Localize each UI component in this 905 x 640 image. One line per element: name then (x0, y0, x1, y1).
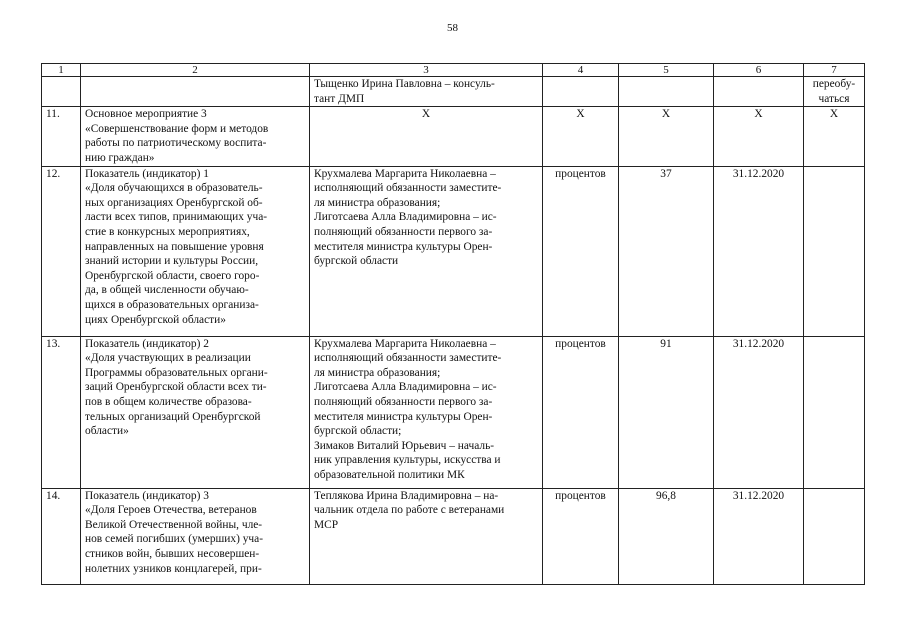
column-number-3: 3 (310, 64, 543, 77)
event-name-line: нов семей погибших (умерших) уча- (85, 533, 264, 546)
event-name-line: нию граждан» (85, 151, 155, 164)
unit-cell: Х (543, 107, 619, 166)
value-cell: 37 (619, 166, 714, 336)
responsible-line: Зимаков Виталий Юрьевич – началь- (314, 439, 495, 452)
event-name-cell (81, 107, 310, 166)
event-name-line: заций Оренбургской области всех ти- (85, 381, 267, 394)
event-name-line: Основное мероприятие 3 (85, 108, 207, 121)
row-number: 11. (42, 107, 81, 166)
note-cell (804, 336, 865, 488)
event-name-line: «Совершенствование форм и методов (85, 122, 269, 135)
event-name-cell (81, 166, 310, 336)
note-cell (804, 107, 865, 166)
responsible-line: полняющий обязанности первого за- (314, 225, 493, 238)
date-cell: 31.12.2020 (714, 336, 804, 488)
responsible-cell (310, 166, 543, 336)
event-name-line: работы по патриотическому воспита- (85, 137, 267, 150)
event-name-line: циях Оренбургской области» (85, 313, 226, 326)
responsible-line: бургской области (314, 255, 399, 268)
responsible-line: ник управления культуры, искусства и (314, 454, 501, 467)
column-number-5: 5 (619, 64, 714, 77)
responsible-line: местителя министра культуры Орен- (314, 410, 493, 423)
responsible-line: исполняющий обязанности заместите- (314, 352, 502, 365)
event-name-line: стников войн, бывших несовершен- (85, 547, 260, 560)
event-name-line: Программы образовательных органи- (85, 366, 268, 379)
event-name-line: Показатель (индикатор) 2 (85, 337, 209, 350)
column-number-7: 7 (804, 64, 865, 77)
event-name-line: «Доля участвующих в реализации (85, 352, 251, 365)
value-cell: 96,8 (619, 488, 714, 584)
responsible-cell (310, 77, 543, 107)
responsible-line: Х (421, 108, 431, 121)
date-cell: 31.12.2020 (714, 488, 804, 584)
responsible-line: МСР (314, 518, 339, 531)
event-name-line: «Доля Героев Отечества, ветеранов (85, 504, 257, 517)
responsible-line: чальник отдела по работе с ветеранами (314, 504, 505, 517)
table-row (42, 166, 865, 336)
column-number-4: 4 (543, 64, 619, 77)
value-cell (619, 77, 714, 107)
page-number: 58 (447, 22, 458, 34)
table-row (42, 336, 865, 488)
unit-cell: процентов (543, 488, 619, 584)
event-name-cell (81, 336, 310, 488)
responsible-line: Крухмалева Маргарита Николаевна – (314, 337, 496, 350)
value-cell: Х (619, 107, 714, 166)
row-number (42, 77, 81, 107)
table-row (42, 107, 865, 166)
unit-cell (543, 77, 619, 107)
date-cell: Х (714, 107, 804, 166)
event-name-line: «Доля обучающихся в образователь- (85, 182, 263, 195)
note-line: чаться (818, 92, 850, 105)
responsible-line: Теплякова Ирина Владимировна – на- (314, 489, 499, 502)
responsible-line: полняющий обязанности первого за- (314, 395, 493, 408)
column-number-2: 2 (81, 64, 310, 77)
event-name-line: Оренбургской области, своего горо- (85, 269, 260, 282)
event-name-line: Великой Отечественной войны, чле- (85, 518, 263, 531)
unit-cell: процентов (543, 166, 619, 336)
event-name-cell (81, 488, 310, 584)
event-name-line: тельных организаций Оренбургской (85, 410, 261, 423)
responsible-line: Тыщенко Ирина Павловна – консуль- (314, 78, 495, 90)
responsible-line: ля министра образования; (314, 196, 441, 209)
event-name-line: ных организациях Оренбургской об- (85, 196, 263, 209)
row-number: 13. (42, 336, 81, 488)
responsible-line: образовательной политики МК (314, 468, 465, 481)
note-cell (804, 166, 865, 336)
event-name-line: стие в конкурсных мероприятиях, (85, 225, 250, 238)
event-name-line: щихся в образовательных организа- (85, 298, 259, 311)
event-name-line: области» (85, 425, 129, 438)
column-number-6: 6 (714, 64, 804, 77)
responsible-cell (310, 488, 543, 584)
responsible-cell (310, 107, 543, 166)
note-line: Х (829, 108, 839, 121)
note-cell (804, 488, 865, 584)
value-cell: 91 (619, 336, 714, 488)
event-name-line: Показатель (индикатор) 3 (85, 489, 209, 502)
event-name-line: знаний истории и культуры России, (85, 255, 259, 268)
event-name-line: направленных на повышение уровня (85, 240, 264, 253)
event-name-line: нолетних узников концлагерей, при- (85, 562, 262, 575)
event-name-line: ласти всех типов, принимающих уча- (85, 211, 268, 224)
responsible-line: Крухмалева Маргарита Николаевна – (314, 167, 496, 180)
note-cell (804, 77, 865, 107)
responsible-line: тант ДМП (314, 92, 365, 105)
date-cell (714, 77, 804, 107)
table-row (42, 77, 865, 107)
responsible-line: ля министра образования; (314, 366, 441, 379)
row-number: 14. (42, 488, 81, 584)
column-number-1: 1 (42, 64, 81, 77)
responsible-line: Лиготсаева Алла Владимировна – ис- (314, 381, 497, 394)
responsible-line: исполняющий обязанности заместите- (314, 182, 502, 195)
event-name-line: пов в общем количестве образова- (85, 395, 252, 408)
responsible-line: местителя министра культуры Орен- (314, 240, 493, 253)
event-name-cell (81, 77, 310, 107)
unit-cell: процентов (543, 336, 619, 488)
program-table (41, 63, 865, 585)
responsible-line: бургской области; (314, 425, 402, 438)
responsible-line: Лиготсаева Алла Владимировна – ис- (314, 211, 497, 224)
note-line: переобу- (812, 78, 856, 90)
event-name-line: Показатель (индикатор) 1 (85, 167, 209, 180)
date-cell: 31.12.2020 (714, 166, 804, 336)
table-row (42, 488, 865, 584)
table-header-row (42, 64, 865, 77)
responsible-cell (310, 336, 543, 488)
row-number: 12. (42, 166, 81, 336)
event-name-line: да, в общей численности обучаю- (85, 284, 249, 297)
